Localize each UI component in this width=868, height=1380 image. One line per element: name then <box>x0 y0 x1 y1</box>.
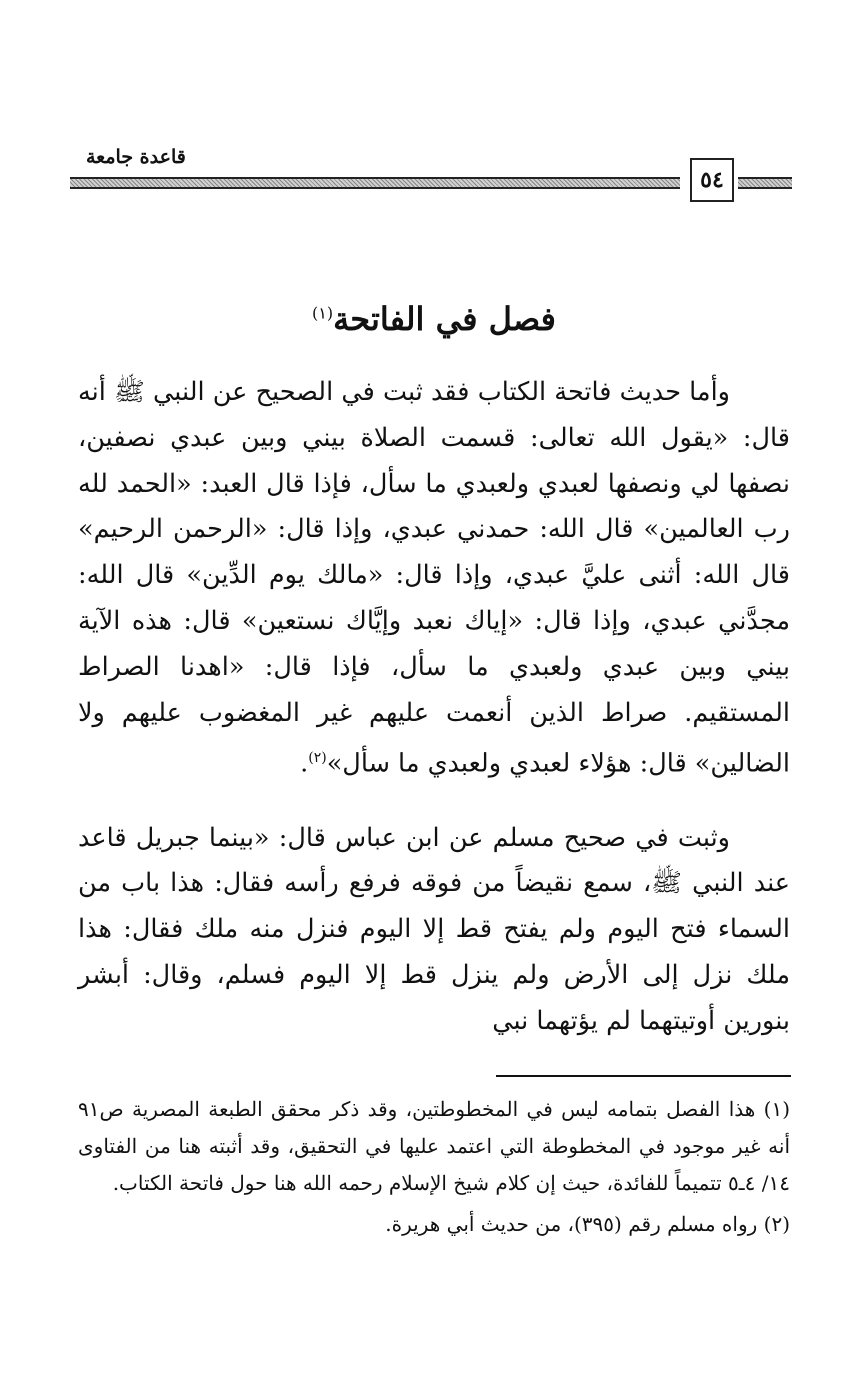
section-heading <box>0 300 868 338</box>
footnote-1: (١) هذا الفصل بتمامه ليس في المخطوطتين، وقد ذكر محقق الطبعة المصرية ص٩١ أنه غير موجود في المخطوطة التي اعتمد عليها في التحقيق، وقد أثبته هنا من الفتاوى ١٤/ ٤ـ٥ تتميماً للفائدة، حيث إن كلام شيخ الإسلام رحمه الله هنا حول فاتحة الكتاب. <box>78 1097 790 1195</box>
footnote-2: (٢) رواه مسلم رقم (٣٩٥)، من حديث أبي هريرة. <box>385 1212 790 1236</box>
paragraph-ibn-abbas-hadith: وثبت في صحيح مسلم عن ابن عباس قال: «بينما جبريل قاعد عند النبي ﷺ، سمع نقيضاً من فوقه فرفع رأسه فقال: هذا باب من السماء فتح اليوم ولم يفتح قط إلا اليوم فنزل منه ملك فقال: هذا ملك نزل إلى الأرض ولم ينزل قط إلا اليوم فسلم، وقال: أبشر بنورين أوتيتهما لم يؤتهما نبي <box>78 822 790 1036</box>
section-heading-text: فصل في الفاتحة <box>333 300 556 338</box>
page-header <box>70 140 792 210</box>
paragraph-1-end: . <box>300 748 309 779</box>
footnotes <box>78 1091 790 1243</box>
footnote-separator <box>496 1075 791 1077</box>
footnote-ref-2: (٢) <box>308 750 327 767</box>
header-rule-short <box>738 177 792 189</box>
header-rule-long <box>70 177 680 189</box>
body-text <box>78 370 790 1045</box>
running-title: قاعدة جامعة <box>86 146 186 168</box>
paragraph-fatiha-hadith <box>78 370 790 788</box>
footnote-ref-1: (١) <box>312 303 334 323</box>
page-number: ٥٤ <box>690 158 734 202</box>
paragraph-1-text: وأما حديث فاتحة الكتاب فقد ثبت في الصحيح عن النبي ﷺ أنه قال: «يقول الله تعالى: قسمت الصلاة بيني وبين عبدي نصفين، نصفها لي ونصفها لعبدي ولعبدي ما سأل، فإذا قال العبد: «الحمد لله رب العالمين» قال الله: حمدني عبدي، وإذا قال: «الرحمن الرحيم» قال الله: أثنى عليَّ عبدي، وإذا قال: «مالك يوم الدِّين» قال الله: مجدَّني عبدي، وإذا قال: «إياك نعبد وإيَّاك نستعين» قال: هذه الآية بيني وبين عبدي ولعبدي ما سأل، فإذا قال: «اهدنا الصراط المستقيم. صراط الذين أنعمت عليهم غير المغضوب عليهم ولا الضالين» قال: هؤلاء لعبدي ولعبدي ما سأل» <box>78 377 790 779</box>
